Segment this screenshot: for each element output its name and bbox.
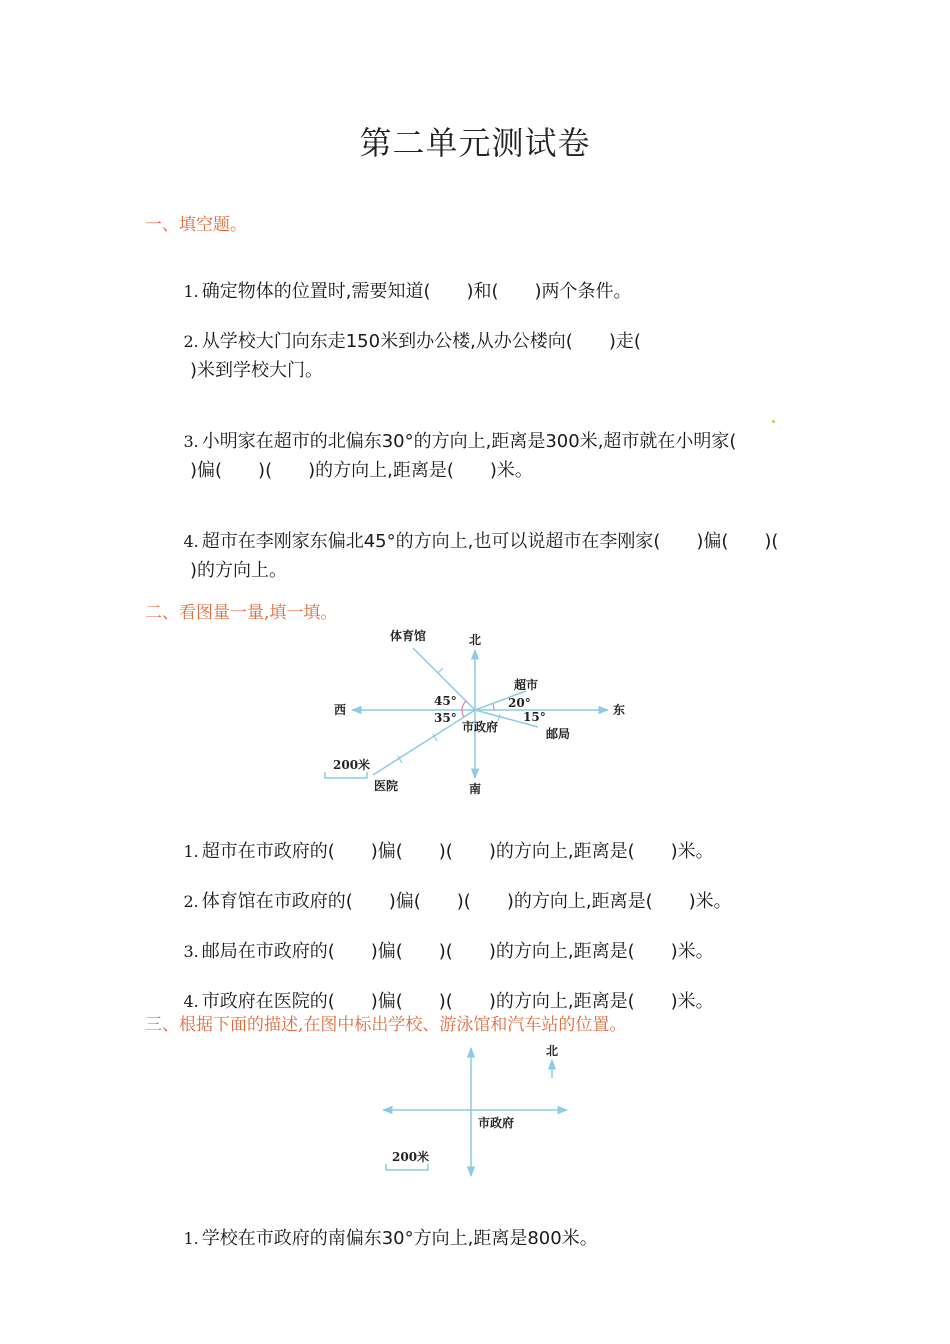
label-north-2: 北 (546, 1044, 559, 1058)
label-post-office: 邮局 (546, 727, 571, 741)
section-heading-2: 二、看图量一量,填一填。 (145, 603, 338, 623)
label-city-hall: 市政府 (462, 720, 499, 734)
question-number: 3. (183, 432, 199, 451)
question-2-4 (172, 966, 714, 1013)
question-number: 4. (183, 532, 199, 551)
question-1-4-continued: )的方向上。 (190, 560, 288, 581)
question-text: 从学校大门向东走150米到办公楼,从办公楼向( )走( (201, 331, 641, 352)
angle-35: 35° (434, 711, 457, 725)
question-2-1 (172, 816, 714, 863)
question-1-2-continued: )米到学校大门。 (190, 360, 324, 381)
question-text: 确定物体的位置时,需要知道( )和( )两个条件。 (201, 281, 632, 302)
label-supermarket: 超市 (514, 678, 539, 692)
question-1-3-continued: )偏( )( )的方向上,距离是( )米。 (190, 460, 533, 481)
question-text: 学校在市政府的南偏东30°方向上,距离是800米。 (201, 1228, 598, 1249)
question-number: 2. (183, 892, 199, 911)
label-east: 东 (613, 703, 626, 717)
scale-label-2: 200米 (392, 1150, 430, 1164)
label-hospital: 医院 (374, 779, 399, 793)
question-text: 小明家在超市的北偏东30°的方向上,距离是300米,超市就在小明家( (201, 431, 737, 452)
label-city-hall-2: 市政府 (478, 1116, 515, 1130)
question-text: 超市在市政府的( )偏( )( )的方向上,距离是( )米。 (201, 841, 714, 862)
scale-bar-2 (386, 1164, 428, 1170)
label-stadium: 体育馆 (390, 629, 427, 643)
question-number: 1. (183, 1229, 199, 1248)
section-heading-1: 一、填空题。 (145, 215, 247, 235)
question-2-3 (172, 916, 714, 963)
scale-bar (325, 772, 367, 778)
ray-hospital (373, 710, 475, 775)
angle-20: 20° (508, 696, 531, 710)
label-west: 西 (334, 703, 347, 717)
question-text: 市政府在医院的( )偏( )( )的方向上,距离是( )米。 (201, 991, 714, 1012)
label-north: 北 (469, 633, 482, 647)
question-text: 邮局在市政府的( )偏( )( )的方向上,距离是( )米。 (201, 941, 714, 962)
label-south: 南 (469, 782, 482, 796)
angle-45: 45° (434, 694, 457, 708)
section-heading-3: 三、根据下面的描述,在图中标出学校、游泳馆和汽车站的位置。 (145, 1015, 627, 1035)
question-3-1 (172, 1203, 598, 1250)
diagram-section-3 (383, 1044, 567, 1176)
question-text: 体育馆在市政府的( )偏( )( )的方向上,距离是( )米。 (201, 891, 732, 912)
question-number: 2. (183, 332, 199, 351)
scale-label: 200米 (333, 758, 371, 772)
question-2-2 (172, 866, 732, 913)
diagram-section-2 (325, 628, 625, 796)
question-number: 3. (183, 942, 199, 961)
question-number: 1. (183, 282, 199, 301)
angle-15: 15° (523, 710, 546, 724)
question-number: 4. (183, 992, 199, 1011)
page-title: 第二单元测试卷 (359, 124, 591, 162)
question-text: 超市在李刚家东偏北45°的方向上,也可以说超市在李刚家( )偏( )( (201, 531, 779, 552)
question-number: 1. (183, 842, 199, 861)
